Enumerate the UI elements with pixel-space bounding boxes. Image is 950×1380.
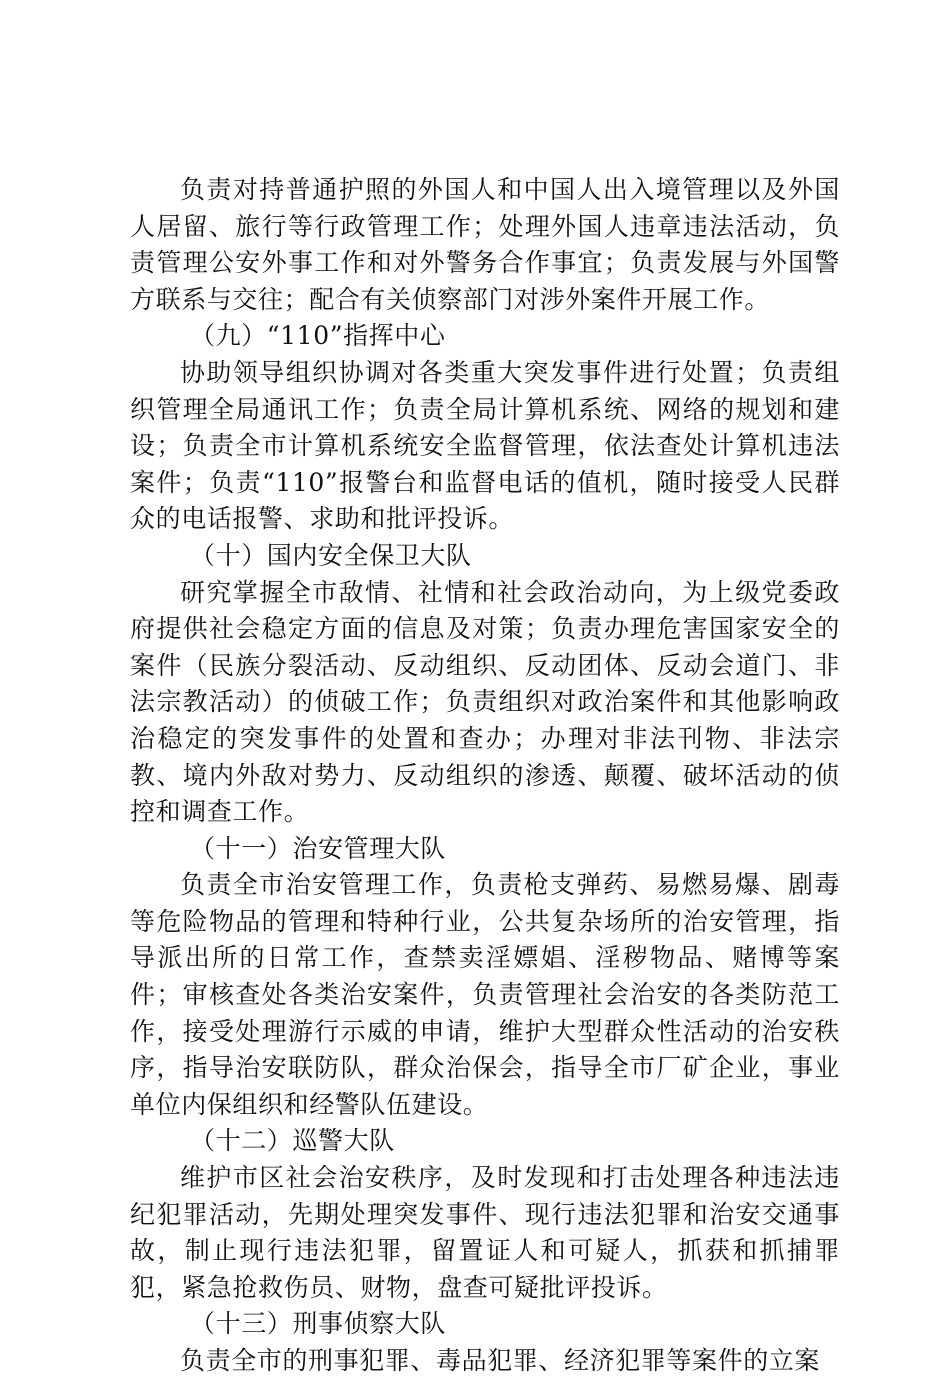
- section-heading-public-order: （十一）治安管理大队: [190, 833, 447, 863]
- paragraph-patrol-duties: 维护市区社会治安秩序，及时发现和打击处理各种违法违纪犯罪活动，先期处理突发事件、现行违法犯罪和治安交通事故，制止现行违法犯罪，留置证人和可疑人，抓获和抓捕罪犯，紧急抢救伤员、财物，盘查可疑批评投诉。: [130, 1163, 840, 1302]
- section-heading-110-command-center: （九）“110”指挥中心: [190, 321, 446, 351]
- section-heading-domestic-security: （十）国内安全保卫大队: [190, 540, 472, 570]
- paragraph-entry-exit-duties: 负责对持普通护照的外国人和中国人出入境管理以及外国人居留、旅行等行政管理工作；处理外国人违章违法活动，负责管理公安外事工作和对外警务合作事宜；负责发展与外国警方联系与交往；配合有关侦察部门对涉外案件开展工作。: [130, 175, 840, 314]
- document-body: [130, 172, 840, 1380]
- section-heading-patrol: （十二）巡警大队: [190, 1126, 395, 1156]
- section-heading-criminal-investigation: （十三）刑事侦察大队: [190, 1309, 447, 1339]
- paragraph-criminal-investigation-duties: 负责全市的刑事犯罪、毒品犯罪、经济犯罪等案件的立案: [180, 1346, 821, 1375]
- paragraph-public-order-duties: 负责全市治安管理工作，负责枪支弹药、易燃易爆、剧毒等危险物品的管理和特种行业，公共复杂场所的治安管理，指导派出所的日常工作，查禁卖淫嫖娼、淫秽物品、赌博等案件；审核查处各类治安案件，负责管理社会治安的各类防范工作，接受处理游行示威的申请，维护大型群众性活动的治安秩序，指导治安联防队，群众治保会，指导全市厂矿企业，事业单位内保组织和经警队伍建设。: [130, 870, 840, 1119]
- paragraph-domestic-security-duties: 研究掌握全市敌情、社情和社会政治动向，为上级党委政府提供社会稳定方面的信息及对策；负责办理危害国家安全的案件（民族分裂活动、反动组织、反动团体、反动会道门、非法宗教活动）的侦破工作；负责组织对政治案件和其他影响政治稳定的突发事件的处置和查办；办理对非法刊物、非法宗教、境内外敌对势力、反动组织的渗透、颠覆、破坏活动的侦控和调查工作。: [130, 577, 840, 827]
- paragraph-110-command-center-duties: 协助领导组织协调对各类重大突发事件进行处置；负责组织管理全局通讯工作；负责全局计算机系统、网络的规划和建设；负责全市计算机系统安全监督管理，依法查处计算机违法案件；负责“110”报警台和监督电话的值机，随时接受人民群众的电话报警、求助和批评投诉。: [130, 357, 840, 534]
